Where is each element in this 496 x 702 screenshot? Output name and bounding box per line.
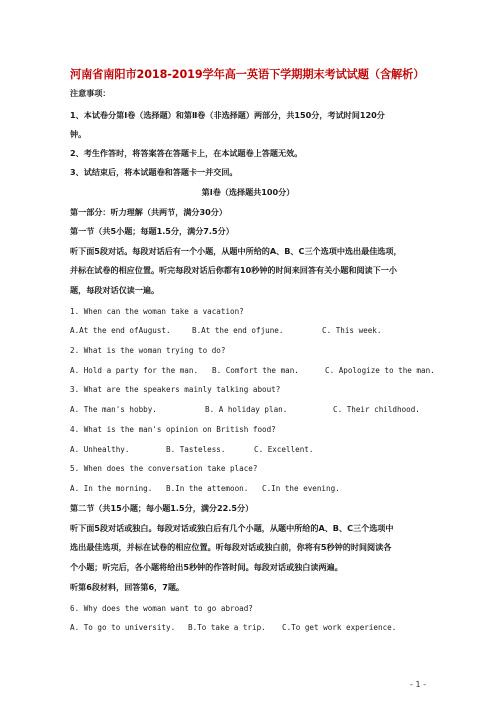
q2-option-b: B. Comfort the man.	[212, 366, 299, 375]
notice-1-cont: 钟。	[70, 129, 87, 139]
notice-1: 1、本试卷分第Ⅰ卷（选择题）和第Ⅱ卷（非选择题）两部分，共150分，考试时间120分	[70, 110, 385, 120]
page-number: - 1 -	[410, 680, 426, 689]
section2-instruction-2: 选出最佳选项，并标在试卷的相应位置。听每段对话或独白前，你将有5秒钟的时间阅读各	[70, 542, 392, 552]
q6-option-c: C.To get work experience.	[282, 623, 397, 632]
question-4: 4. What is the man's opinion on British food?	[70, 425, 276, 434]
section1-instruction-3: 题，每段对话仅读一遍。	[70, 285, 160, 295]
q3-option-c: C. Their childhood.	[333, 405, 420, 414]
volume-title: 第Ⅰ卷（选择题共100分）	[201, 187, 295, 197]
notice-heading: 注意事项：	[70, 88, 111, 98]
question-6: 6. Why does the woman want to go abroad?	[70, 604, 253, 613]
section2-instruction-3: 个小题；听完后，各小题将给出5秒钟的作答时间。每段对话或独白读两遍。	[70, 562, 343, 572]
question-3: 3. What are the speakers mainly talking about?	[70, 385, 281, 394]
material-6-heading: 听第6段材料，回答第6，7题。	[70, 582, 185, 592]
q3-option-b: B. A holiday plan.	[205, 405, 288, 414]
q5-option-a: A. In the morning.	[70, 484, 153, 493]
q6-option-b: B.To take a trip.	[188, 623, 266, 632]
notice-2: 2、考生作答时，将答案答在答题卡上，在本试题卷上答题无效。	[70, 148, 303, 158]
q4-option-a: A. Unhealthy.	[70, 445, 130, 454]
q2-option-a: A. Hold a party for the man.	[70, 366, 199, 375]
question-2: 2. What is the woman trying to do?	[70, 346, 226, 355]
section1-instruction-2: 并标在试卷的相应位置。听完每段对话后你都有10秒钟的时间来回答有关小题和阅读下一小	[70, 265, 397, 275]
q1-option-b: B.At the end ofjune.	[192, 326, 284, 335]
q5-option-b: B.In the attemoon.	[166, 484, 249, 493]
question-5: 5. When does the conversation take place?	[70, 464, 258, 473]
q5-option-c: C.In the evening.	[262, 484, 340, 493]
part1-heading: 第一部分：听力理解（共两节，满分30分）	[70, 207, 227, 217]
notice-3: 3、试结束后，将本试题卷和答题卡一并交回。	[70, 167, 238, 177]
q2-option-c: C. Apologize to the man.	[325, 366, 435, 375]
section2-instruction-1: 听下面5段对话或独白。每段对话或独白后有几个小题，从题中所给的A、B、C三个选项中	[70, 523, 394, 533]
question-1: 1. When can the woman take a vacation?	[70, 307, 244, 316]
section2-heading: 第二节（共15小题；每小题1.5分，满分22.5分）	[70, 503, 254, 513]
q1-option-a: A.At the end ofAugust.	[70, 326, 171, 335]
section1-heading: 第一节（共5小题；每题1.5分，满分7.5分）	[70, 226, 234, 236]
section1-instruction-1: 听下面5段对话。每段对话后有一个小题，从题中所给的A、B、C三个选项中选出最佳选项，	[70, 246, 402, 256]
document-title: 河南省南阳市2018-2019学年高一英语下学期期末考试试题（含解析）	[70, 68, 425, 81]
q6-option-a: A. To go to university.	[70, 623, 176, 632]
q4-option-c: C. Excellent.	[254, 445, 314, 454]
q1-option-c: C. This week.	[322, 326, 382, 335]
q4-option-b: B. Tasteless.	[166, 445, 226, 454]
q3-option-a: A. The man's hobby.	[70, 405, 157, 414]
